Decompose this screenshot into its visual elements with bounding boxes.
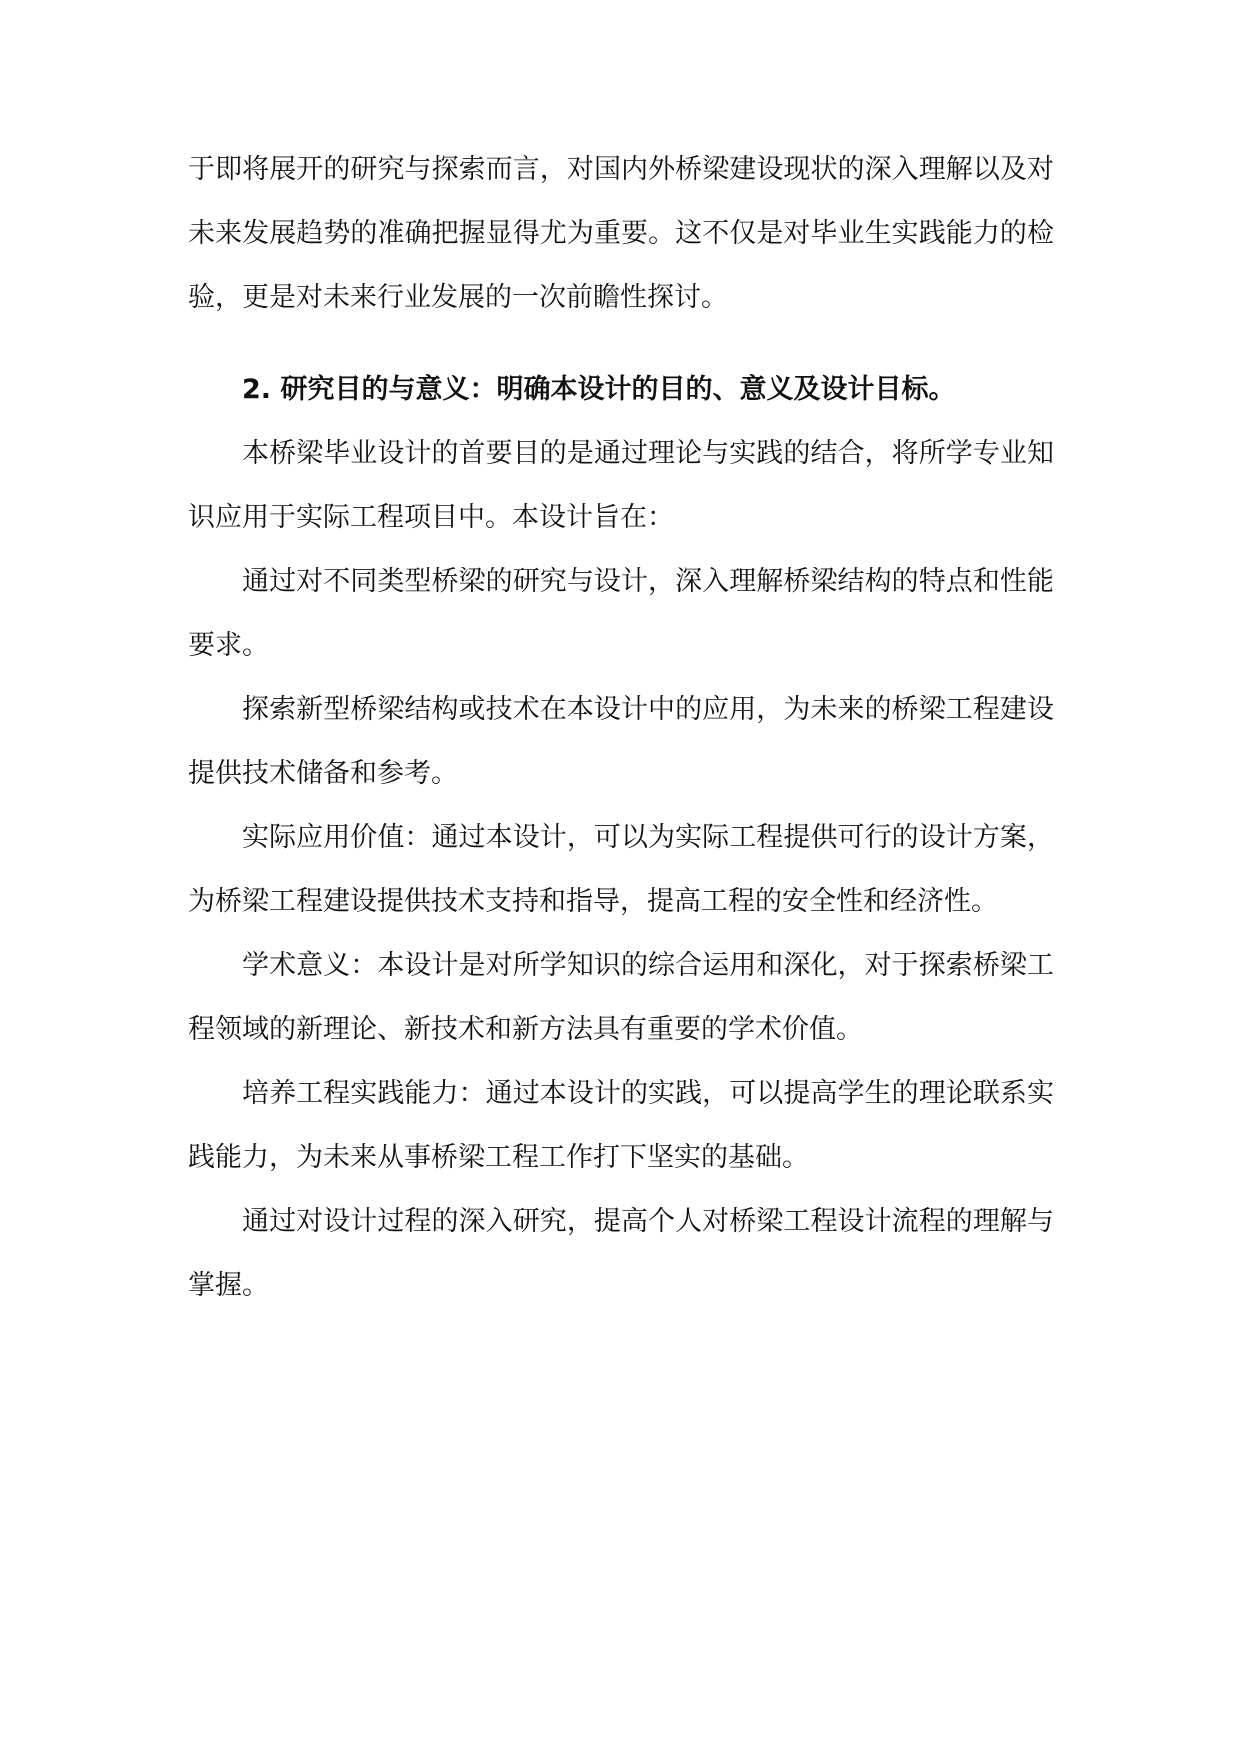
paragraph-design-process: 通过对设计过程的深入研究，提高个人对桥梁工程设计流程的理解与掌握。 xyxy=(188,1206,1054,1301)
paragraph-new-structures: 探索新型桥梁结构或技术在本设计中的应用，为未来的桥梁工程建设提供技术储备和参考。 xyxy=(188,694,1054,789)
paragraph-purpose: 本桥梁毕业设计的首要目的是通过理论与实践的结合，将所学专业知识应用于实际工程项目中。本设计旨在： xyxy=(188,438,1054,533)
paragraph-continued: 于即将展开的研究与探索而言，对国内外桥梁建设现状的深入理解以及对未来发展趋势的准确把握显得尤为重要。这不仅是对毕业生实践能力的检验，更是对未来行业发展的一次前瞻性探讨。 xyxy=(188,154,1054,313)
paragraph-academic-significance: 学术意义：本设计是对所学知识的综合运用和深化，对于探索桥梁工程领域的新理论、新技术和新方法具有重要的学术价值。 xyxy=(188,950,1054,1045)
paragraph-practical-value: 实际应用价值：通过本设计，可以为实际工程提供可行的设计方案，为桥梁工程建设提供技术支持和指导，提高工程的安全性和经济性。 xyxy=(188,822,1054,917)
section-heading: 2. 研究目的与意义：明确本设计的目的、意义及设计目标。 xyxy=(242,374,956,405)
paragraph-engineering-ability: 培养工程实践能力：通过本设计的实践，可以提高学生的理论联系实践能力，为未来从事桥梁工程工作打下坚实的基础。 xyxy=(188,1078,1054,1173)
document-body xyxy=(188,138,1054,1318)
paragraph-bridge-types: 通过对不同类型桥梁的研究与设计，深入理解桥梁结构的特点和性能要求。 xyxy=(188,566,1054,661)
